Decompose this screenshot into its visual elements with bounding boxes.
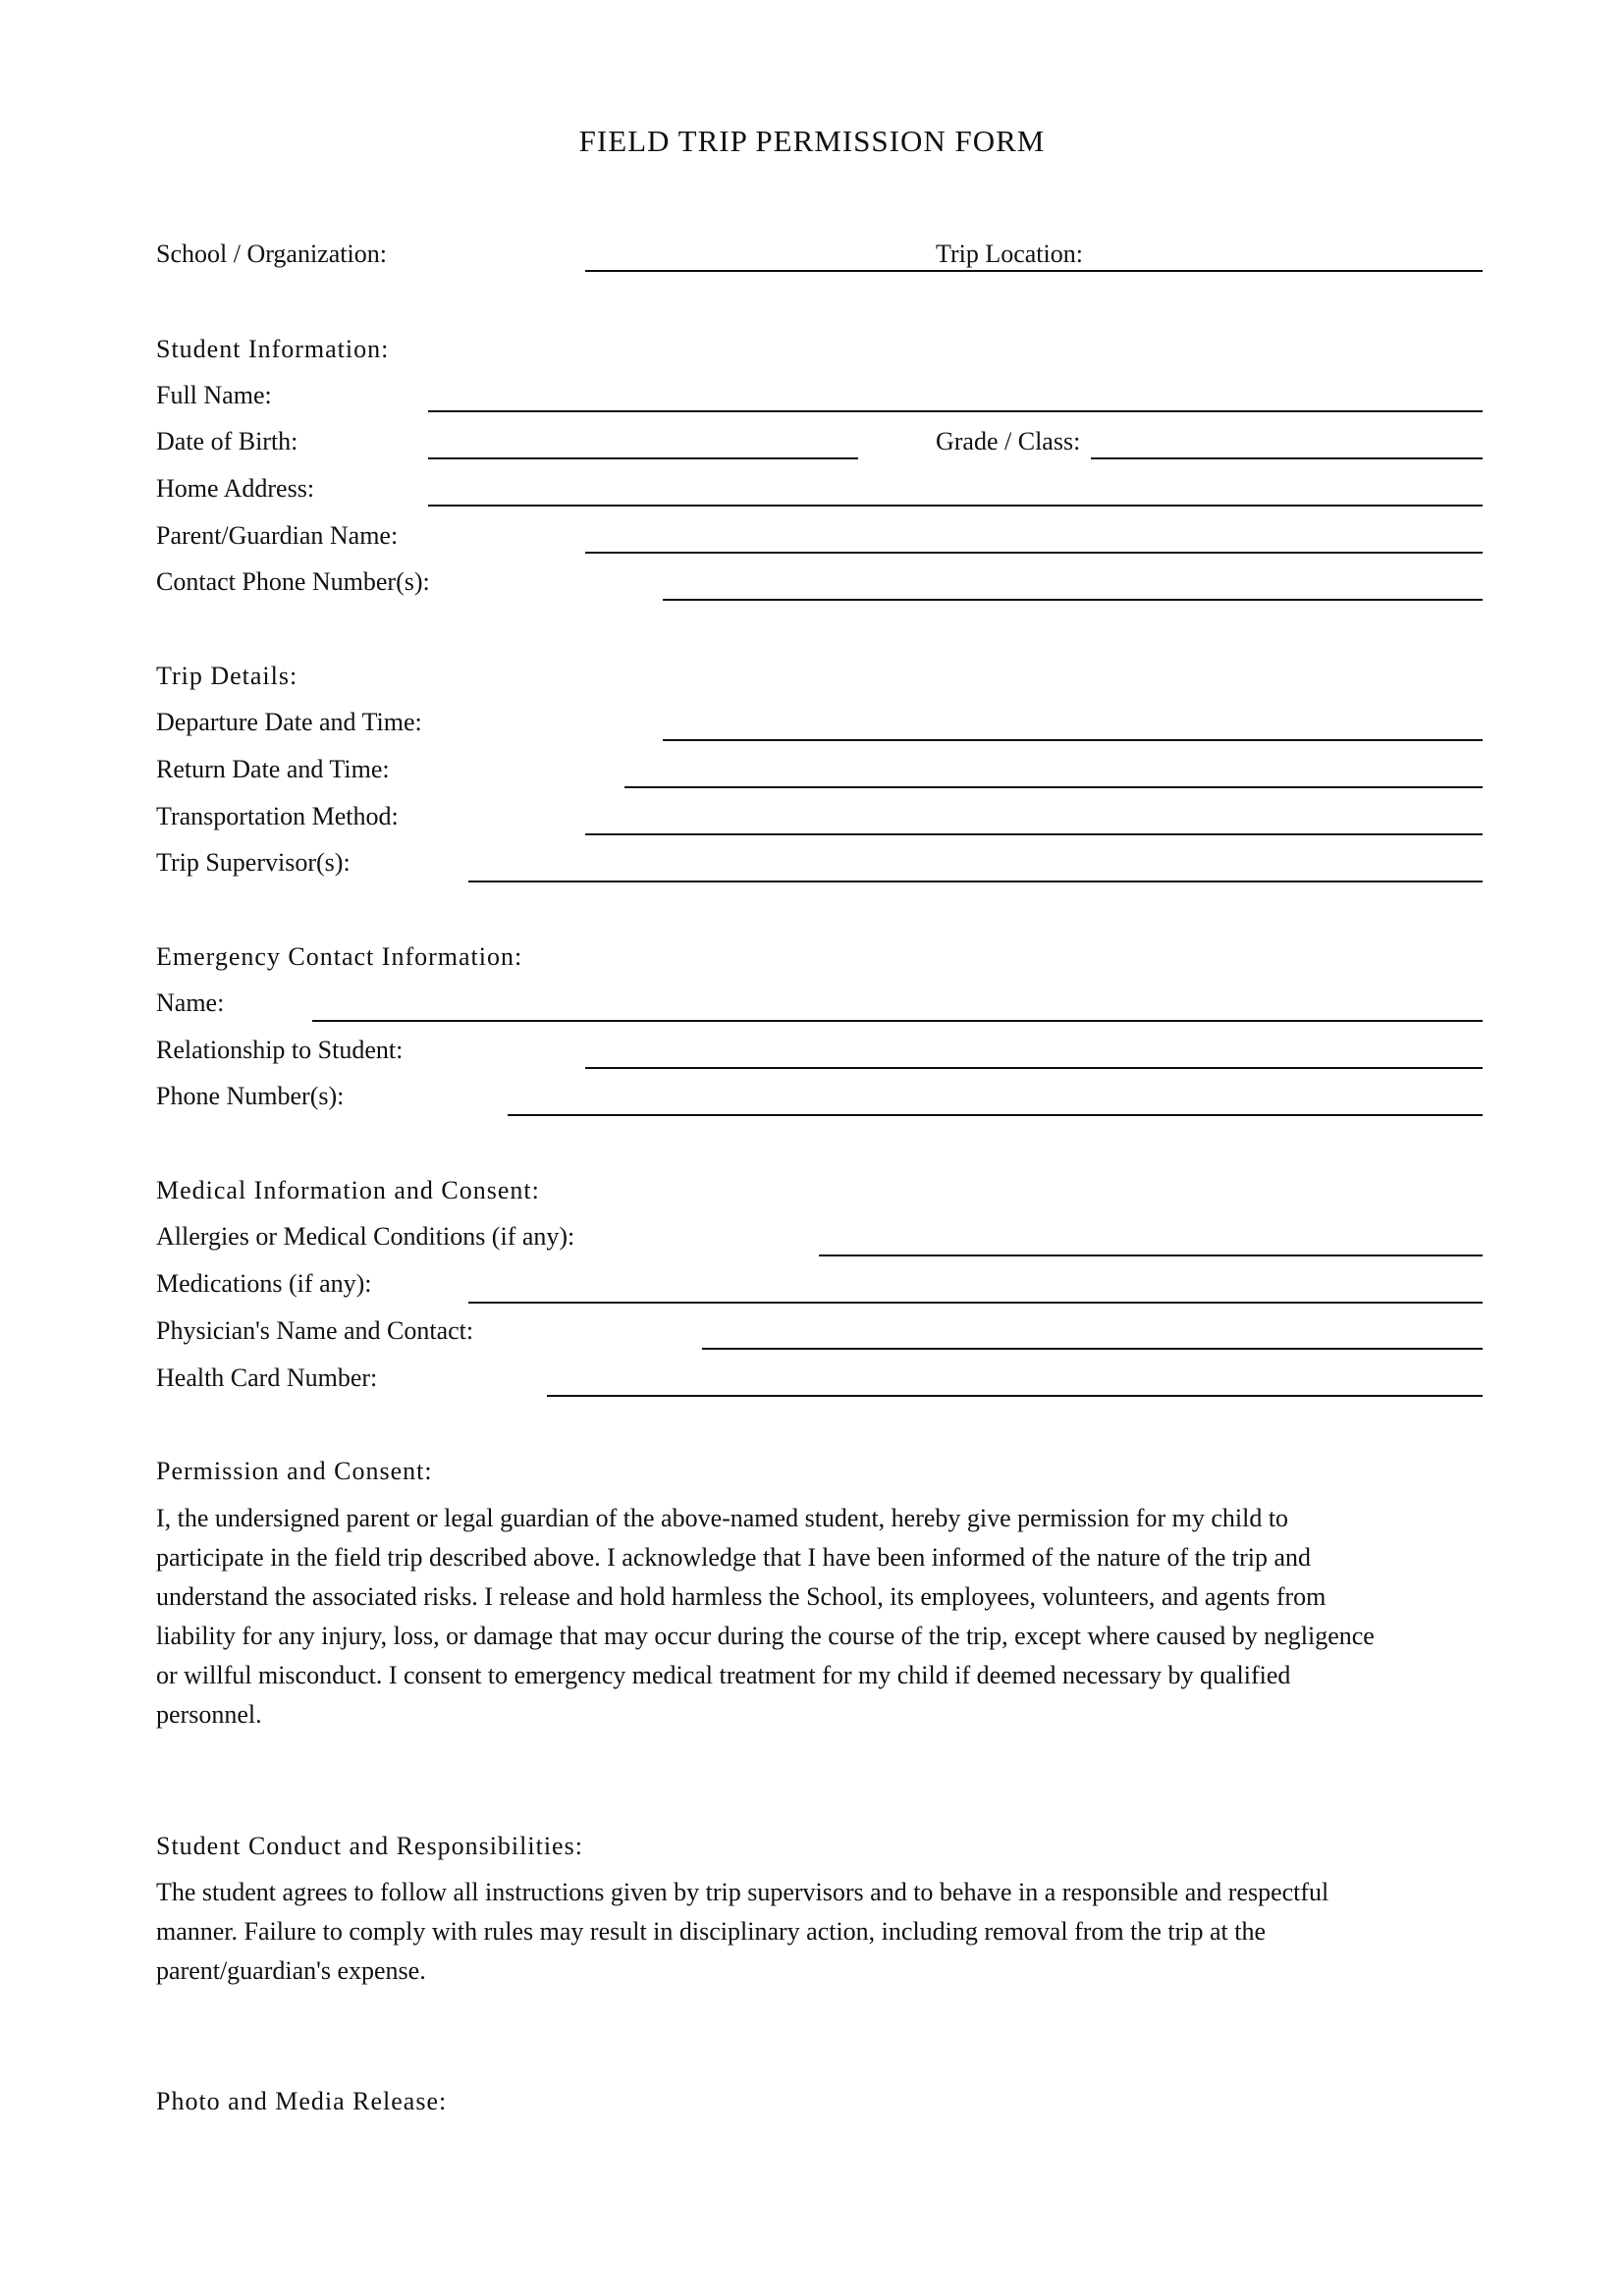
allergies-label: Allergies or Medical Conditions (if any): — [156, 1222, 575, 1251]
return-field[interactable] — [624, 786, 1483, 788]
student-info-heading: Student Information: — [156, 335, 390, 363]
trip-location-label: Trip Location: — [936, 240, 1083, 268]
permission-text-line: participate in the field trip described above. I acknowledge that I have been informed of the nature of the trip and — [156, 1543, 1312, 1572]
relationship-label: Relationship to Student: — [156, 1036, 404, 1064]
supervisors-field[interactable] — [468, 881, 1483, 882]
transport-field[interactable] — [585, 833, 1483, 835]
departure-label: Departure Date and Time: — [156, 708, 422, 736]
health-card-field[interactable] — [547, 1395, 1483, 1397]
medical-heading: Medical Information and Consent: — [156, 1176, 540, 1204]
allergies-field[interactable] — [819, 1255, 1483, 1256]
permission-heading: Permission and Consent: — [156, 1457, 433, 1485]
full-name-label: Full Name: — [156, 381, 272, 409]
emergency-phone-label: Phone Number(s): — [156, 1082, 345, 1110]
departure-field[interactable] — [663, 739, 1483, 741]
emergency-name-label: Name: — [156, 988, 225, 1017]
physician-label: Physician's Name and Contact: — [156, 1316, 474, 1345]
dob-field[interactable] — [428, 457, 858, 459]
guardian-name-field[interactable] — [585, 552, 1483, 554]
conduct-heading: Student Conduct and Responsibilities: — [156, 1832, 583, 1860]
emergency-heading: Emergency Contact Information: — [156, 942, 523, 971]
photo-media-heading: Photo and Media Release: — [156, 2087, 448, 2115]
return-label: Return Date and Time: — [156, 755, 390, 783]
school-label: School / Organization: — [156, 240, 387, 268]
permission-text-line: or willful misconduct. I consent to emergency medical treatment for my child if deemed necessary by qualified — [156, 1661, 1291, 1689]
medications-label: Medications (if any): — [156, 1269, 372, 1298]
contact-phone-label: Contact Phone Number(s): — [156, 567, 430, 596]
home-address-label: Home Address: — [156, 474, 315, 503]
permission-text-line: liability for any injury, loss, or damage that may occur during the course of the trip, except where caused by negligence — [156, 1622, 1375, 1650]
grade-label: Grade / Class: — [936, 427, 1081, 455]
emergency-phone-field[interactable] — [508, 1114, 1483, 1116]
dob-label: Date of Birth: — [156, 427, 298, 455]
health-card-label: Health Card Number: — [156, 1363, 378, 1392]
contact-phone-field[interactable] — [663, 599, 1483, 601]
conduct-text-line: The student agrees to follow all instructions given by trip supervisors and to behave in a responsible and respectful — [156, 1878, 1329, 1906]
relationship-field[interactable] — [585, 1067, 1483, 1069]
permission-text — [156, 1499, 1482, 1735]
transport-label: Transportation Method: — [156, 802, 399, 830]
home-address-field[interactable] — [428, 505, 1483, 507]
conduct-text-line: parent/guardian's expense. — [156, 1956, 426, 1985]
trip-details-heading: Trip Details: — [156, 662, 298, 690]
conduct-text-line: manner. Failure to comply with rules may result in disciplinary action, including removal from the trip at the — [156, 1917, 1267, 1946]
guardian-name-label: Parent/Guardian Name: — [156, 521, 399, 550]
full-name-field[interactable] — [428, 410, 1483, 412]
physician-field[interactable] — [702, 1348, 1483, 1350]
conduct-text — [156, 1873, 1482, 1991]
grade-field[interactable] — [1091, 457, 1483, 459]
medications-field[interactable] — [468, 1302, 1483, 1304]
permission-text-line: understand the associated risks. I release and hold harmless the School, its employees, volunteers, and agents from — [156, 1582, 1326, 1611]
permission-text-line: personnel. — [156, 1700, 262, 1729]
form-title: FIELD TRIP PERMISSION FORM — [578, 124, 1046, 158]
school-trip-location-field[interactable] — [585, 270, 1483, 272]
supervisors-label: Trip Supervisor(s): — [156, 848, 351, 877]
emergency-name-field[interactable] — [312, 1020, 1483, 1022]
permission-text-line: I, the undersigned parent or legal guardian of the above-named student, hereby give permission for my child to — [156, 1504, 1289, 1532]
